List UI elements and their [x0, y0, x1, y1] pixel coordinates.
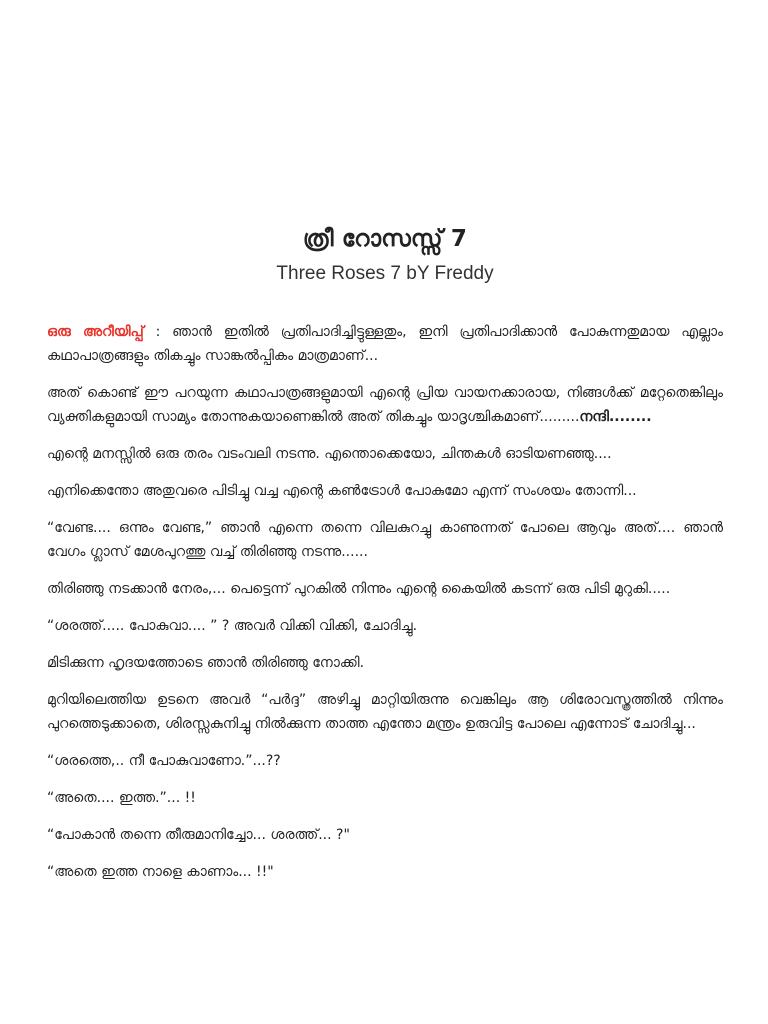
- coincidence-paragraph: [47, 381, 723, 429]
- story-paragraph: “അതെ ഇത്ത നാളെ കാണാം... !!": [47, 864, 274, 880]
- story-paragraph: തിരിഞ്ഞു നടക്കാൻ നേരം,... പെട്ടെന്ന് പുറകിൽ നിന്നും എന്റെ കൈയിൽ കടന്ന് ഒരു പിടി മുറുകി.....: [47, 581, 671, 597]
- story-body: [47, 320, 723, 897]
- thanks-text: നന്ദി........: [579, 409, 652, 425]
- disclaimer-paragraph: [47, 320, 723, 368]
- story-paragraph: “അതെ.... ഇത്ത.”... !!: [47, 790, 196, 806]
- story-paragraph: മിടിക്കുന്ന ഹൃദയത്തോടെ ഞാൻ തിരിഞ്ഞു നോക്കി.: [47, 655, 365, 671]
- story-paragraph: എന്റെ മനസ്സിൽ ഒരു തരം വടംവലി നടന്നു. എന്തൊക്കെയോ, ചിന്തകൾ ഓടിയണഞ്ഞു....: [47, 446, 612, 462]
- page-subtitle: Three Roses 7 bY Freddy: [276, 263, 494, 284]
- story-paragraph: മുറിയിലെത്തിയ ഉടനെ അവർ “പർദ്ദ” അഴിച്ചു മാറ്റിയിരുന്നു വെങ്കിലും ആ ശിരോവസ്ത്രത്തിൽ നിന്നും പുറത്തെടുക്കാതെ, ശിരസ്സകുനിച്ചു നിൽക്കുന്ന താത്ത എന്തോ മന്ത്രം ഉരുവിട്ട പോലെ എന്നോട് ചോദിച്ചു...: [47, 692, 723, 732]
- story-paragraph: “വേണ്ട.... ഒന്നും വേണ്ട,” ഞാൻ എന്നെ തന്നെ വിലകുറച്ചു കാണുന്നത് പോലെ ആവും അത്.... ഞാൻ വേഗം ഗ്ലാസ് മേശപുറത്തു വച്ച് തിരിഞ്ഞു നടന്നു......: [47, 520, 723, 560]
- disclaimer-label: ഒരു അറീയിപ്പ്: [47, 324, 144, 340]
- story-paragraph: എനിക്കെന്തോ അതുവരെ പിടിച്ചു വച്ച എന്റെ കൺട്രോൾ പോകുമോ എന്ന് സംശയം തോന്നി...: [47, 483, 637, 499]
- story-paragraph: “ശരത്തെ,.. നീ പോകുവാണോ.”...??: [47, 753, 281, 769]
- story-paragraph: “പോകാൻ തന്നെ തീരുമാനിച്ചോ... ശരത്ത്... ?": [47, 827, 350, 843]
- story-paragraph: “ശരത്ത്..... പോകുവാ.... ” ? അവർ വിക്കി വിക്കി, ചോദിച്ചു.: [47, 618, 418, 634]
- coincidence-text: അത് കൊണ്ട് ഈ പറയുന്ന കഥാപാത്രങ്ങളുമായി എന്റെ പ്രിയ വായനക്കാരായ, നിങ്ങൾക്ക് മറ്റേതെങ്കിലും വ്യക്തികളുമായി സാമ്യം തോന്നുകയാണെങ്കിൽ അത് തികച്ചും യാദൃശ്ചികമാണ്.........: [47, 385, 723, 425]
- page-title: ത്രീ റോസസ്സ് 7: [302, 226, 468, 252]
- disclaimer-text: : ഞാൻ ഇതിൽ പ്രതിപാദിച്ചിട്ടുള്ളതും, ഇനി പ്രതിപാദിക്കാൻ പോകുന്നതുമായ എല്ലാം കഥാപാത്രങ്ങളും തികച്ചും സാങ്കൽപ്പികം മാത്രമാണ്...: [47, 324, 723, 364]
